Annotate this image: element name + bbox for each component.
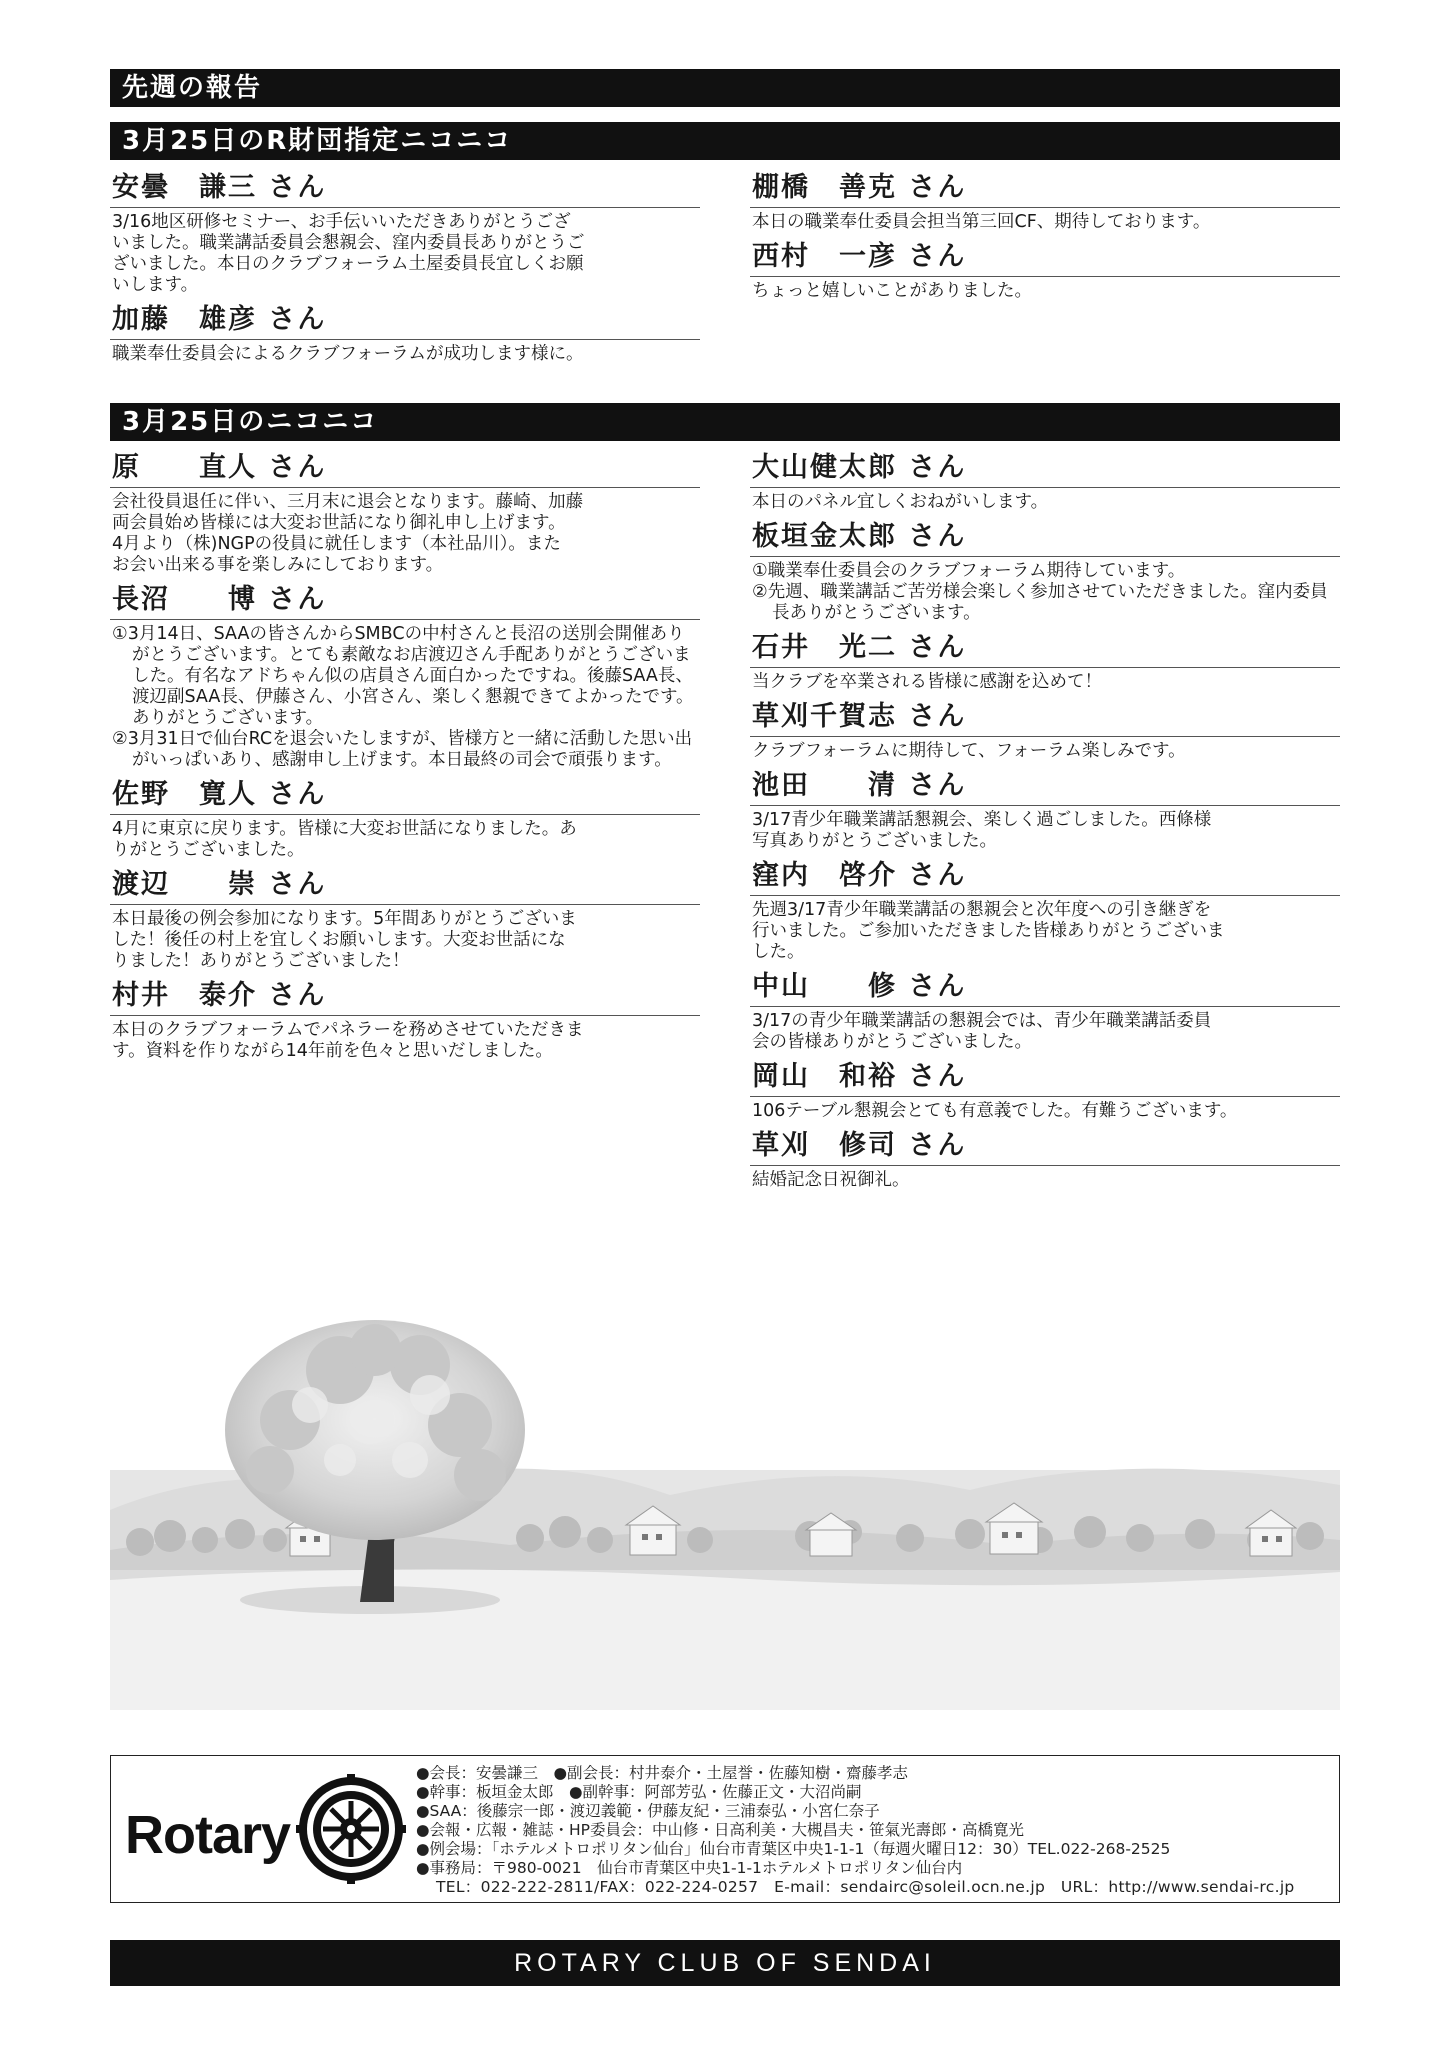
message-text (110, 909, 700, 972)
message-line: 3/17青少年職業講話懇親会、楽しく過ごしました。西條様 (752, 810, 1212, 830)
club-name-bar (110, 1940, 1340, 1986)
message-entry (110, 777, 700, 861)
message-text (110, 344, 700, 365)
info-line-secretary: ●幹事：板垣金太郎 ●副幹事：阿部芳弘・佐藤正文・大沼尚嗣 (416, 1783, 862, 1801)
message-entry (110, 978, 700, 1062)
message-line: りがとうございました。 (112, 840, 305, 860)
member-name: 中山 修 さん (750, 969, 1340, 1007)
message-line: す。資料を作りながら14年前を色々と思いだしました。 (112, 1041, 553, 1061)
message-text (110, 819, 700, 861)
message-line: ①職業奉仕委員会のクラブフォーラム期待しています。 (752, 561, 1186, 581)
message-line: ②先週、職業講話ご苦労様会楽しく参加させていただきました。窪内委員長ありがとうございます。 (752, 582, 1328, 623)
message-entry (750, 450, 1340, 513)
message-line: 当クラブを卒業される皆様に感謝を込めて！ (752, 672, 1102, 692)
message-text (110, 492, 700, 576)
member-name: 原 直人 さん (110, 450, 700, 488)
member-name: 佐野 寛人 さん (110, 777, 700, 815)
section2-title: 3月25日のニコニコ (122, 407, 379, 437)
member-name: 板垣金太郎 さん (750, 519, 1340, 557)
message-entry (750, 170, 1340, 233)
club-name: ROTARY CLUB OF SENDAI (514, 1949, 936, 1977)
message-line: 4月に東京に戻ります。皆様に大変お世話になりました。あ (112, 819, 577, 839)
message-entry (750, 969, 1340, 1053)
message-line: いました。職業講話委員会懇親会、窪内委員長ありがとうご (112, 233, 585, 253)
message-entry (110, 450, 700, 576)
message-line: 写真ありがとうございました。 (752, 831, 997, 851)
message-line: りました！ありがとうございました！ (112, 951, 410, 971)
info-line-saa: ●SAA：後藤宗一郎・渡辺義範・伊藤友紀・三浦泰弘・小宮仁奈子 (416, 1802, 880, 1820)
message-line: した！後任の村上を宜しくお願いします。大変お世話にな (112, 930, 566, 950)
section1-title: 3月25日のR財団指定ニコニコ (122, 126, 513, 156)
info-line-officers: ●会長：安曇謙三 ●副会長：村井泰介・土屋誉・佐藤知樹・齋藤孝志 (416, 1764, 909, 1782)
section2-left-column (110, 450, 700, 1068)
member-name: 渡辺 崇 さん (110, 867, 700, 905)
rotary-wheel-icon (296, 1774, 406, 1884)
section1-title-bar (110, 122, 1340, 160)
message-text (750, 561, 1340, 624)
message-entry (110, 867, 700, 972)
message-text (750, 1011, 1340, 1053)
message-text (750, 212, 1340, 233)
member-name: 棚橋 善克 さん (750, 170, 1340, 208)
message-text (110, 1020, 700, 1062)
report-title: 先週の報告 (122, 73, 263, 103)
message-entry (110, 302, 700, 365)
message-line: 本日のパネル宜しくおねがいします。 (752, 492, 1049, 512)
message-line: した。 (752, 942, 805, 962)
message-text (750, 1101, 1340, 1122)
message-text (750, 741, 1340, 762)
message-line: ①3月14日、SAAの皆さんからSMBCの中村さんと長沼の送別会開催ありがとうございます。とても素敵なお店渡辺さん手配ありがとうございました。有名なアドちゃん似の店員さん面白かったですね。後藤SAA長、渡辺副SAA長、伊藤さん、小宮さん、楽しく懇親できてよかったです。ありがとうございます。 (112, 624, 694, 728)
info-line-committee: ●会報・広報・雑誌・HP委員会：中山修・日高利美・大槻昌夫・笹氣光壽郎・高橋寛光 (416, 1821, 1025, 1839)
message-text (110, 624, 700, 771)
message-entry (110, 582, 700, 771)
message-line: 106テーブル懇親会とても有意義でした。有難うございます。 (752, 1101, 1238, 1121)
message-line: ざいました。本日のクラブフォーラム土屋委員長宜しくお願 (112, 254, 584, 274)
member-name: 西村 一彦 さん (750, 239, 1340, 277)
member-name: 草刈千賀志 さん (750, 699, 1340, 737)
footer-info (416, 1764, 1295, 1897)
member-name: 岡山 和裕 さん (750, 1059, 1340, 1097)
message-text (110, 212, 700, 296)
footer-info-box (110, 1755, 1340, 1903)
message-entry (750, 768, 1340, 852)
message-line: 本日の職業奉仕委員会担当第三回CF、期待しております。 (752, 212, 1211, 232)
message-line: 先週3/17青少年職業講話の懇親会と次年度への引き継ぎを (752, 900, 1212, 920)
report-title-bar (110, 69, 1340, 107)
section2-right-column (750, 450, 1340, 1197)
message-line: 4月より（株)NGPの役員に就任します（本社品川）。また (112, 534, 561, 554)
member-name: 池田 清 さん (750, 768, 1340, 806)
message-text (750, 672, 1340, 693)
message-line: クラブフォーラムに期待して、フォーラム楽しみです。 (752, 741, 1186, 761)
info-line-office: ●事務局：〒980-0021 仙台市青葉区中央1-1-1ホテルメトロポリタン仙台内 (416, 1859, 963, 1877)
landscape-illustration (110, 1310, 1340, 1710)
message-line: 3/17の青少年職業講話の懇親会では、青少年職業講話委員 (752, 1011, 1212, 1031)
message-text (750, 900, 1340, 963)
member-name: 大山健太郎 さん (750, 450, 1340, 488)
message-line: 結婚記念日祝御礼。 (752, 1170, 910, 1190)
info-line-venue: ●例会場：「ホテルメトロポリタン仙台」仙台市青葉区中央1-1-1（毎週火曜日12：30）TEL.022-268-2525 (416, 1840, 1171, 1858)
member-name: 村井 泰介 さん (110, 978, 700, 1016)
message-line: 両会員始め皆様には大変お世話になり御礼申し上げます。 (112, 513, 566, 533)
member-name: 石井 光二 さん (750, 630, 1340, 668)
info-line-contact: TEL：022-222-2811/FAX：022-224-0257 E-mail：sendairc@soleil.ocn.ne.jp URL：http://www.sendai-rc.jp (436, 1878, 1295, 1896)
member-name: 安曇 謙三 さん (110, 170, 700, 208)
message-line: 本日のクラブフォーラムでパネラーを務めさせていただきま (112, 1020, 584, 1040)
message-entry (110, 170, 700, 296)
message-line: 3/16地区研修セミナー、お手伝いいただきありがとうござ (112, 212, 571, 232)
message-entry (750, 1059, 1340, 1122)
message-entry (750, 630, 1340, 693)
message-line: 会の皆様ありがとうございました。 (752, 1032, 1032, 1052)
message-text (750, 1170, 1340, 1191)
message-text (750, 281, 1340, 302)
message-line: 行いました。ご参加いただきました皆様ありがとうございま (752, 921, 1225, 941)
message-text (750, 492, 1340, 513)
message-line: お会い出来る事を楽しみにしております。 (112, 555, 444, 575)
message-line: 本日最後の例会参加になります。5年間ありがとうございま (112, 909, 577, 929)
message-line: ②3月31日で仙台RCを退会いたしますが、皆様方と一緒に活動した思い出がいっぱいあり、感謝申し上げます。本日最終の司会で頑張ります。 (112, 729, 693, 770)
message-entry (750, 1128, 1340, 1191)
member-name: 加藤 雄彦 さん (110, 302, 700, 340)
section2-title-bar (110, 403, 1340, 441)
section1-left-column (110, 170, 700, 371)
section1-right-column (750, 170, 1340, 308)
message-text (750, 810, 1340, 852)
message-entry (750, 699, 1340, 762)
message-line: 会社役員退任に伴い、三月末に退会となります。藤崎、加藤 (112, 492, 584, 512)
member-name: 窪内 啓介 さん (750, 858, 1340, 896)
message-entry (750, 858, 1340, 963)
message-line: 職業奉仕委員会によるクラブフォーラムが成功します様に。 (112, 344, 584, 364)
message-line: ちょっと嬉しいことがありました。 (752, 281, 1032, 301)
message-entry (750, 239, 1340, 302)
message-line: いします。 (112, 275, 199, 295)
member-name: 長沼 博 さん (110, 582, 700, 620)
rotary-logo-text: Rotary (125, 1805, 291, 1865)
member-name: 草刈 修司 さん (750, 1128, 1340, 1166)
message-entry (750, 519, 1340, 624)
